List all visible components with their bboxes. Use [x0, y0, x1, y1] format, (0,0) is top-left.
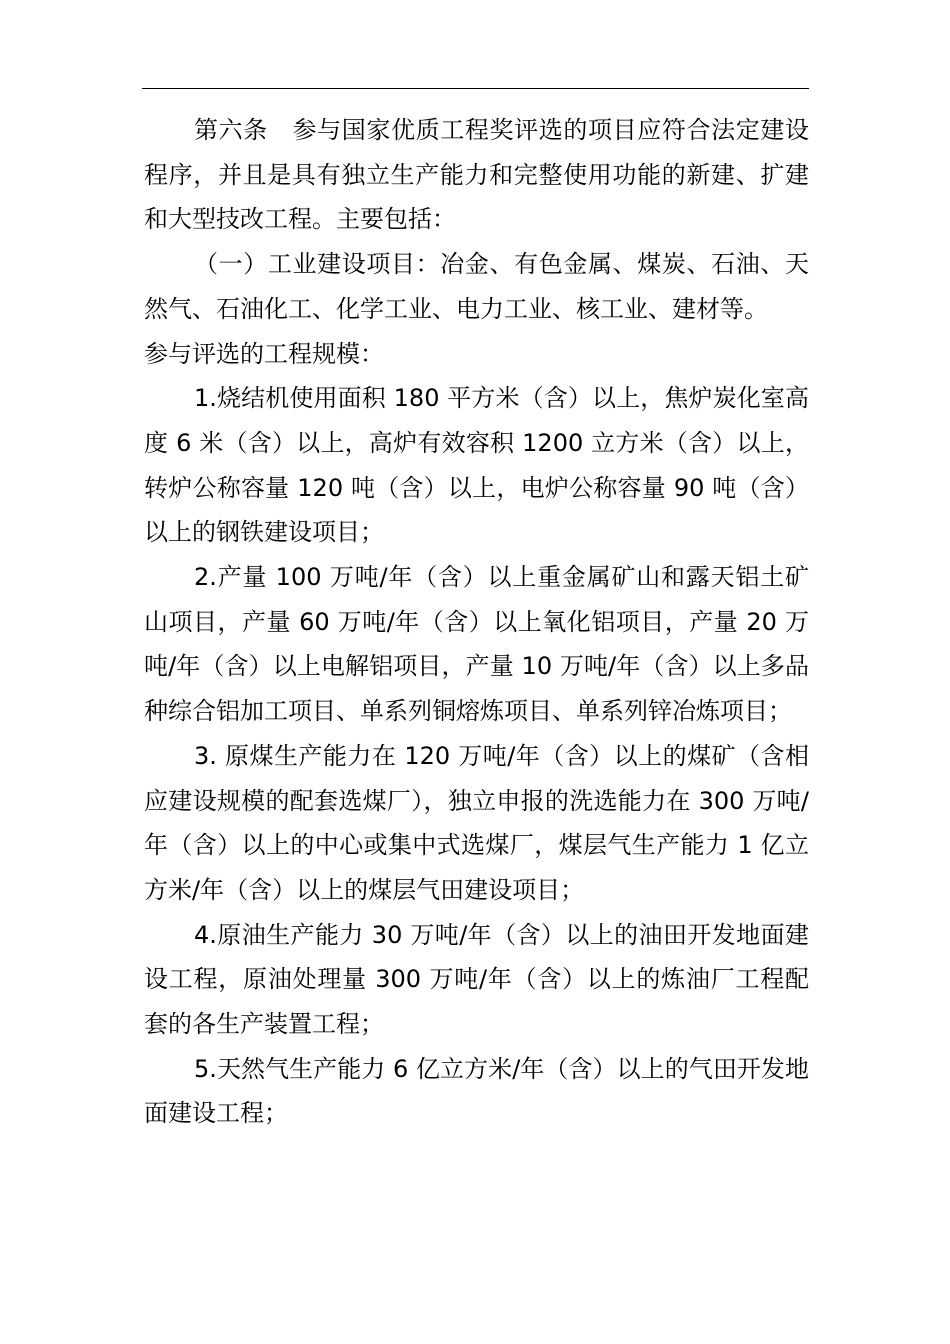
item-coal: 3. 原煤生产能力在 120 万吨/年（含）以上的煤矿（含相应建设规模的配套选煤厂），独立申报的洗选能力在 300 万吨/年（含）以上的中心或集中式选煤厂，煤层气生产能力 1 亿立方米/年（含）以上的煤层气田建设项目； [144, 741, 809, 904]
item-nonferrous: 2.产量 100 万吨/年（含）以上重金属矿山和露天铝土矿山项目，产量 60 万吨/年（含）以上氧化铝项目，产量 20 万吨/年（含）以上电解铝项目，产量 10 万吨/年（含）以上多品种综合铝加工项目、单系列铜熔炼项目、单系列锌冶炼项目； [144, 563, 809, 726]
header-rule [142, 88, 809, 89]
item-steel: 1.烧结机使用面积 180 平方米（含）以上，焦炉炭化室高度 6 米（含）以上，高炉有效容积 1200 立方米（含）以上，转炉公称容量 120 吨（含）以上，电炉公称容量 90 吨（含）以上的钢铁建设项目； [144, 384, 809, 547]
article-six-intro: 第六条 参与国家优质工程奖评选的项目应符合法定建设程序，并且是具有独立生产能力和完整使用功能的新建、扩建和大型技改工程。主要包括： [144, 116, 809, 234]
document-body [144, 108, 809, 1136]
item-natural-gas: 5.天然气生产能力 6 亿立方米/年（含）以上的气田开发地面建设工程； [144, 1054, 809, 1128]
item-oil: 4.原油生产能力 30 万吨/年（含）以上的油田开发地面建设工程，原油处理量 300 万吨/年（含）以上的炼油厂工程配套的各生产装置工程； [144, 920, 809, 1039]
scale-heading: 参与评选的工程规模： [144, 339, 384, 368]
industrial-projects-clause: （一）工业建设项目：冶金、有色金属、煤炭、石油、天然气、石油化工、化学工业、电力工业、核工业、建材等。 [144, 250, 809, 323]
